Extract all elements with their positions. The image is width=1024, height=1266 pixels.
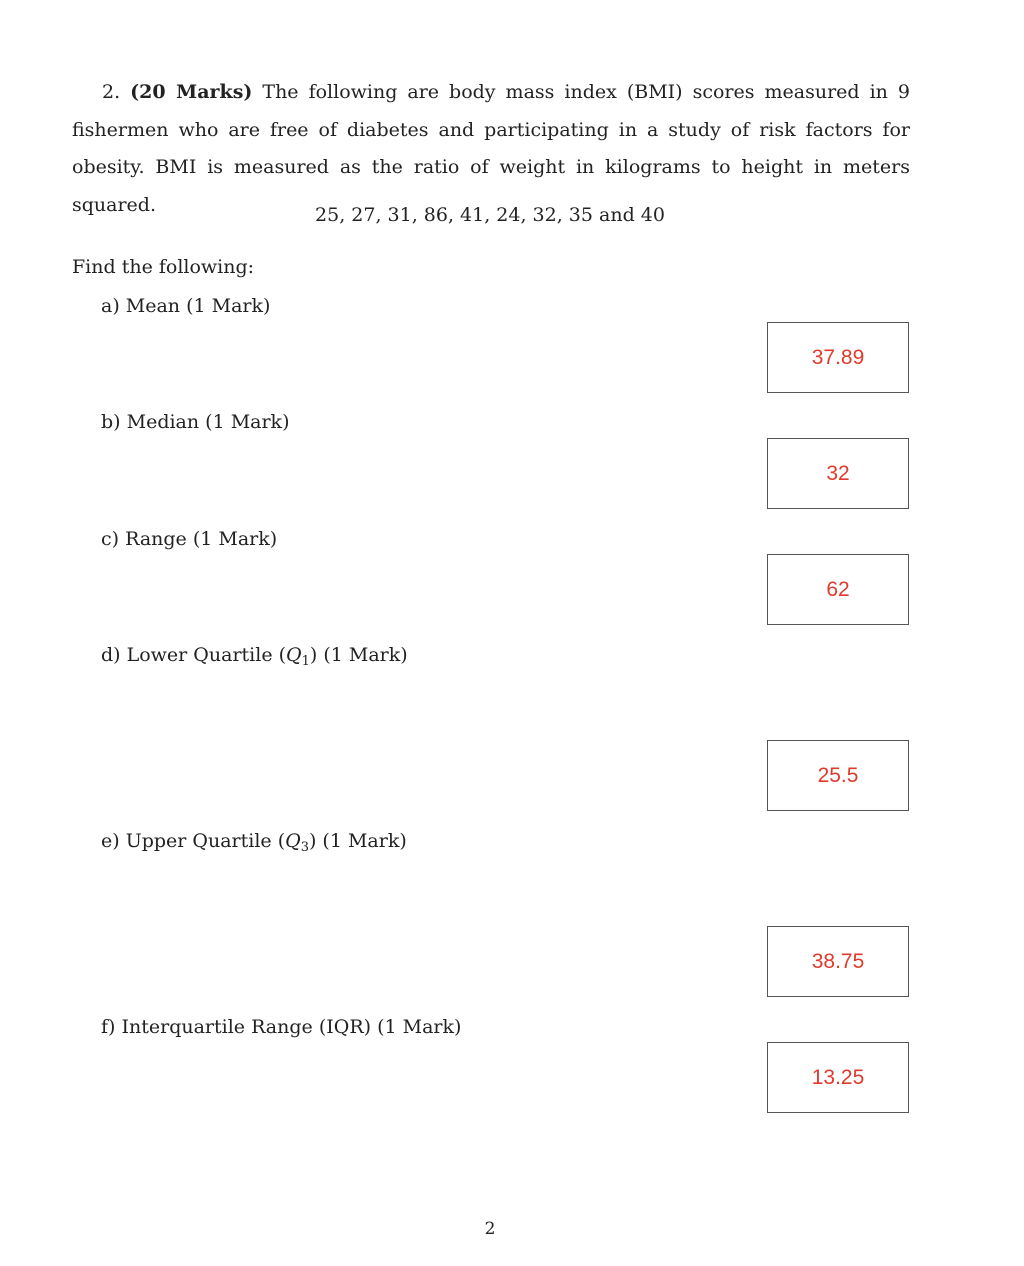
part-d-sub: 1 bbox=[301, 654, 310, 669]
part-e-label bbox=[101, 830, 407, 855]
part-d-label bbox=[101, 644, 408, 669]
part-c-answer-box[interactable] bbox=[767, 554, 909, 625]
part-d-answer: 25.5 bbox=[817, 763, 859, 787]
part-d-var: Q bbox=[286, 644, 302, 666]
part-b-answer: 32 bbox=[826, 461, 850, 485]
part-f-answer: 13.25 bbox=[811, 1065, 865, 1089]
part-f-answer-box[interactable] bbox=[767, 1042, 909, 1113]
part-a-answer: 37.89 bbox=[811, 345, 865, 369]
part-f-label: f) Interquartile Range (IQR) (1 Mark) bbox=[101, 1016, 462, 1038]
part-e-answer-box[interactable] bbox=[767, 926, 909, 997]
part-a-label: a) Mean (1 Mark) bbox=[101, 295, 271, 317]
part-d-prefix: d) Lower Quartile ( bbox=[101, 644, 287, 666]
part-e-sub: 3 bbox=[300, 840, 309, 855]
dataset-values: 25, 27, 31, 86, 41, 24, 32, 35 and 40 bbox=[315, 204, 665, 226]
question-paragraph bbox=[72, 74, 910, 224]
part-b-answer-box[interactable] bbox=[767, 438, 909, 509]
part-d-answer-box[interactable] bbox=[767, 740, 909, 811]
part-b-label: b) Median (1 Mark) bbox=[101, 411, 290, 433]
part-c-answer: 62 bbox=[826, 577, 850, 601]
find-label: Find the following: bbox=[72, 256, 255, 278]
part-a-answer-box[interactable] bbox=[767, 322, 909, 393]
part-e-suffix: ) (1 Mark) bbox=[308, 830, 407, 852]
question-marks: (20 Marks) bbox=[130, 81, 253, 103]
part-d-suffix: ) (1 Mark) bbox=[309, 644, 408, 666]
question-number: 2. bbox=[102, 81, 121, 103]
part-e-answer: 38.75 bbox=[811, 949, 865, 973]
part-c-label: c) Range (1 Mark) bbox=[101, 528, 278, 550]
page-number: 2 bbox=[484, 1219, 496, 1239]
part-e-prefix: e) Upper Quartile ( bbox=[101, 830, 286, 852]
part-e-var: Q bbox=[285, 830, 301, 852]
question-intro: The following are body mass index (BMI) scores measured in 9 fishermen who are free of diabetes and participating in a study of risk factors for obesity. BMI is measured as the ratio of weight in kilograms to height in meters squared. bbox=[72, 81, 911, 216]
